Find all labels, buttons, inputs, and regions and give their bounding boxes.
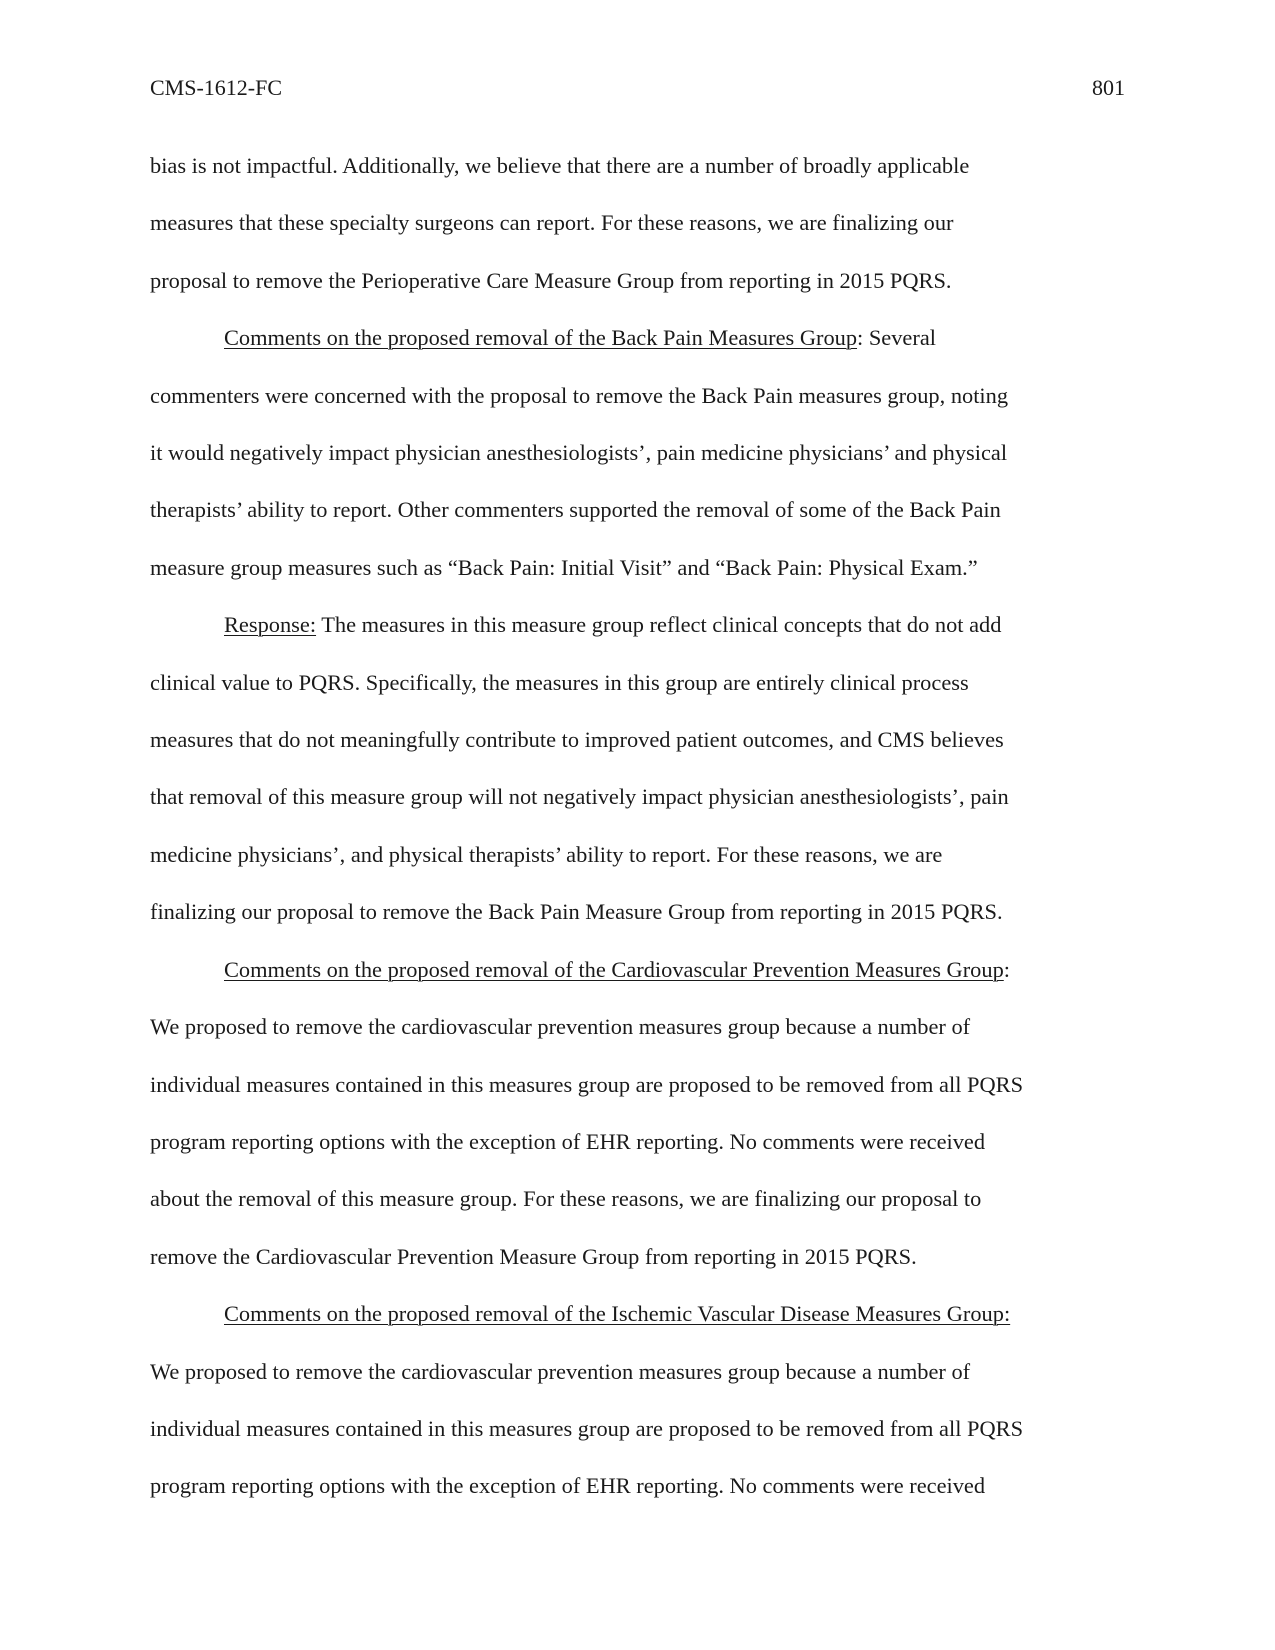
text-line: it would negatively impact physician anesthesiologists’, pain medicine physicians’ and physical [150,440,1008,466]
text-line: that removal of this measure group will not negatively impact physician anesthesiologists’, pain [150,784,1009,810]
text-line: proposal to remove the Perioperative Care Measure Group from reporting in 2015 PQRS. [150,267,952,293]
text-line: individual measures contained in this measures group are proposed to be removed from all PQRS [150,1415,1024,1441]
text-line [150,309,1130,366]
text-line: program reporting options with the exception of EHR reporting. No comments were received [150,1473,986,1499]
text-line: We proposed to remove the cardiovascular prevention measures group because a number of [150,1014,971,1040]
paragraph-ischemic-vascular-disease [150,1285,1130,1515]
text-run: The measures in this measure group reflect clinical concepts that do not add [316,612,1002,638]
text-line: We proposed to remove the cardiovascular prevention measures group because a number of [150,1358,971,1384]
text-line: bias is not impactful. Additionally, we believe that there are a number of broadly applicable [150,153,970,178]
paragraph-cardiovascular-prevention [150,941,1130,1285]
document-body [150,137,1130,1515]
text-line [150,941,1130,998]
text-line [150,596,1130,653]
text-line: measures that do not meaningfully contribute to improved patient outcomes, and CMS believes [150,727,1004,753]
section-heading-ischemic-vascular-disease: Comments on the proposed removal of the Ischemic Vascular Disease Measures Group: [224,1301,1011,1327]
text-run: : [1003,956,1010,982]
paragraph-back-pain-response [150,596,1130,940]
text-line: program reporting options with the exception of EHR reporting. No comments were received [150,1128,986,1154]
text-line: medicine physicians’, and physical therapists’ ability to report. For these reasons, we are [150,841,943,867]
document-id: CMS-1612-FC [150,75,283,100]
section-heading-back-pain: Comments on the proposed removal of the Back Pain Measures Group [224,325,858,351]
text-line: remove the Cardiovascular Prevention Measure Group from reporting in 2015 PQRS. [150,1243,917,1269]
text-line: individual measures contained in this measures group are proposed to be removed from all PQRS [150,1071,1024,1097]
response-label: Response: [224,612,317,638]
paragraph-back-pain-comments [150,309,1130,596]
text-line: finalizing our proposal to remove the Back Pain Measure Group from reporting in 2015 PQRS. [150,899,1003,925]
section-heading-cardiovascular-prevention: Comments on the proposed removal of the Cardiovascular Prevention Measures Group [224,956,1004,982]
paragraph-perioperative-conclusion [150,137,1130,309]
text-line [150,1285,1130,1342]
text-line: measures that these specialty surgeons can report. For these reasons, we are finalizing our [150,210,954,236]
text-line: clinical value to PQRS. Specifically, the measures in this group are entirely clinical process [150,669,969,695]
running-header [150,72,1125,104]
text-line: measure group measures such as “Back Pain: Initial Visit” and “Back Pain: Physical Exam.” [150,554,978,580]
text-line: about the removal of this measure group. For these reasons, we are finalizing our proposal to [150,1186,982,1212]
text-line: therapists’ ability to report. Other commenters supported the removal of some of the Back Pain [150,497,1001,523]
text-line: commenters were concerned with the proposal to remove the Back Pain measures group, noting [150,382,1009,408]
page-number: 801 [1092,75,1125,100]
text-run: : Several [857,325,936,351]
